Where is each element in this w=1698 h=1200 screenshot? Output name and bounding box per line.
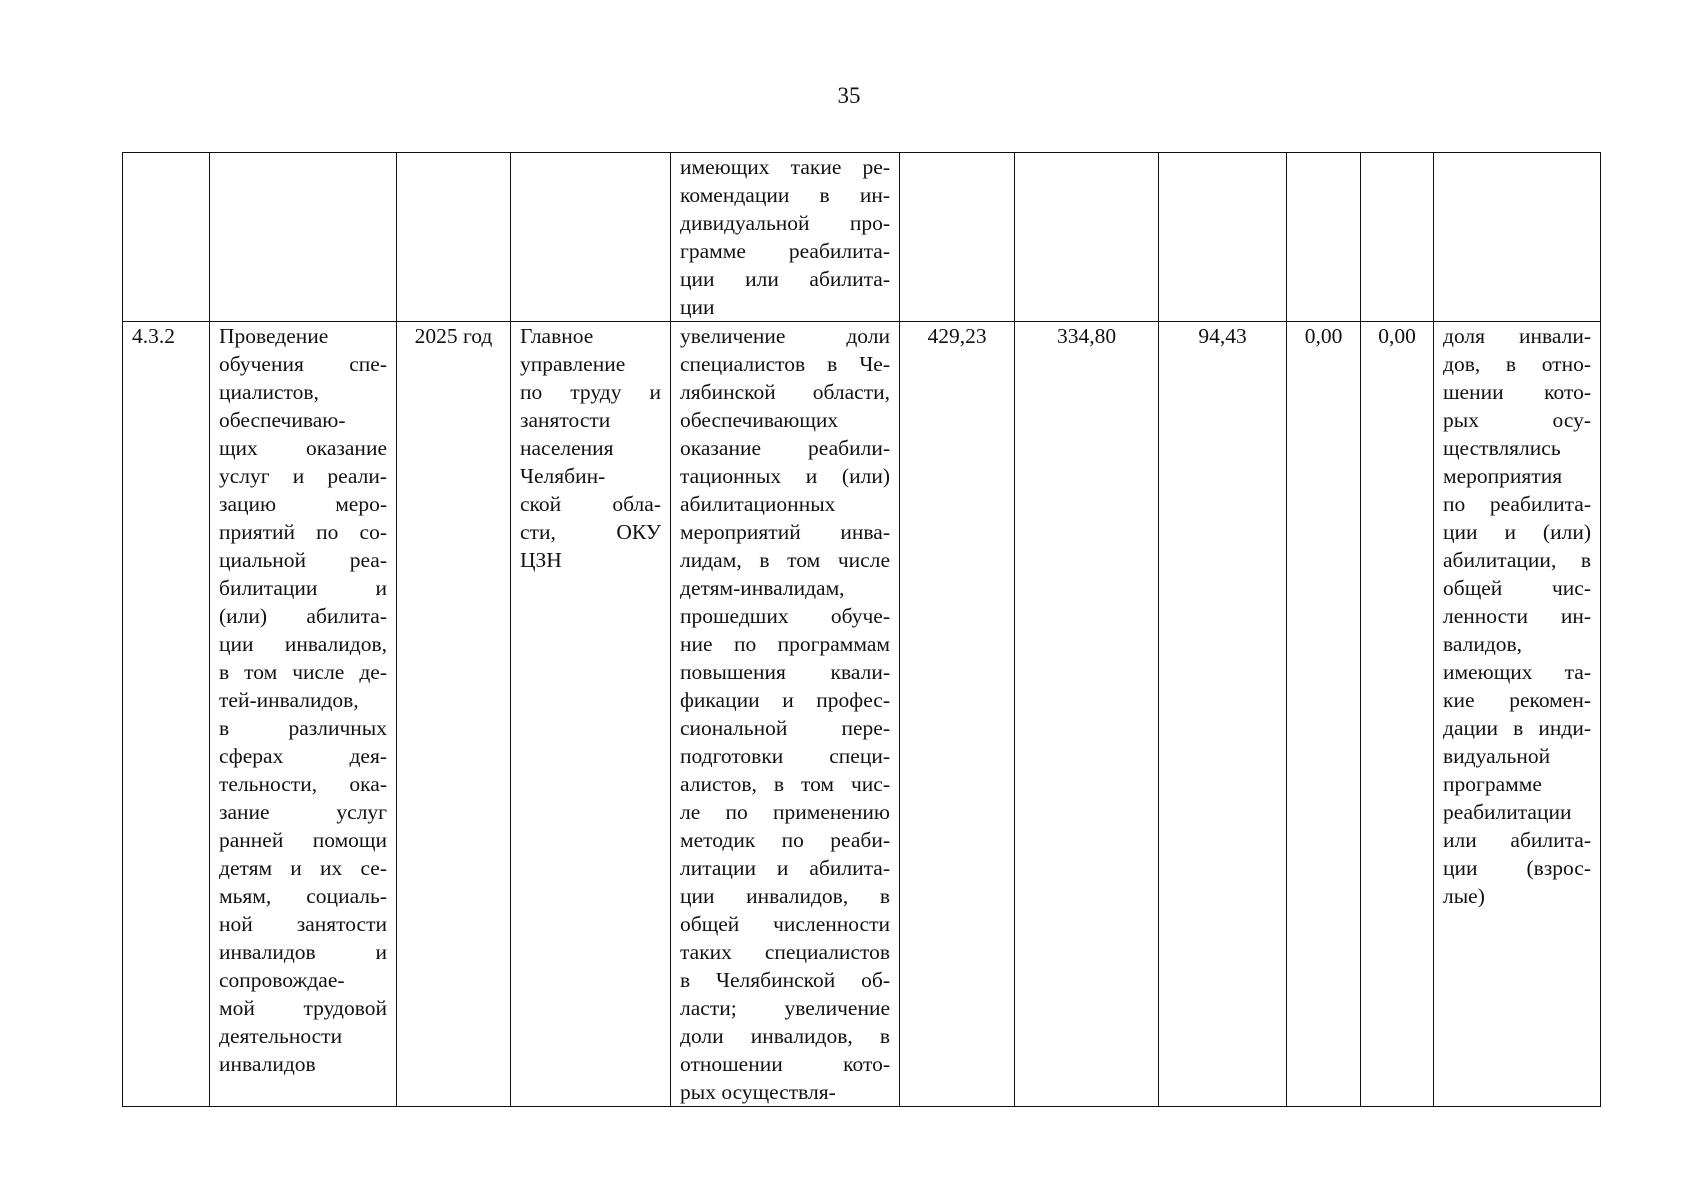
- executor-text: [520, 322, 661, 574]
- text-line: доли инвалидов, в: [680, 1024, 890, 1048]
- cell-number: [123, 153, 210, 322]
- row-number: 4.3.2: [123, 322, 210, 1107]
- text-line: общей чис-: [1443, 576, 1591, 600]
- text-line: литации и абилита-: [680, 856, 890, 880]
- text-line: абилитации, в: [1443, 548, 1591, 572]
- text-line: обеспечиваю-: [219, 408, 346, 432]
- text-line: циальной реа-: [219, 548, 387, 572]
- page-number: 35: [837, 83, 861, 108]
- cell-result: [671, 153, 900, 322]
- text-line: кие рекомен-: [1443, 688, 1591, 712]
- text-line: или абилита-: [1443, 828, 1591, 852]
- text-line: сферах дея-: [219, 744, 387, 768]
- text-line: ЦЗН: [520, 548, 562, 572]
- text-line: ние по программам: [680, 632, 890, 656]
- text-line: услуг и реали-: [219, 464, 387, 488]
- text-line: сопровождае-: [219, 968, 345, 992]
- text-line: в Челябинской об-: [680, 968, 890, 992]
- text-line: сти, ОКУ: [520, 520, 661, 544]
- text-line: деятельности: [219, 1024, 343, 1048]
- text-line: ции инвалидов, в: [680, 884, 890, 908]
- text-line: видуальной: [1443, 744, 1551, 768]
- text-line: детям-инвалидам,: [680, 576, 845, 600]
- text-line: сиональной пере-: [680, 716, 890, 740]
- text-line: тельности, ока-: [219, 772, 387, 796]
- text-line: программе: [1443, 772, 1542, 796]
- text-line: ции и (или): [1443, 520, 1591, 544]
- text-line: повышения квали-: [680, 660, 890, 684]
- text-line: рых осуществля-: [680, 1080, 836, 1104]
- text-line: отношении кото-: [680, 1052, 890, 1076]
- text-line: Челябин-: [520, 464, 606, 488]
- text-line: по труду и: [520, 380, 661, 404]
- text-line: циалистов,: [219, 380, 319, 404]
- text-line: ции: [680, 295, 715, 319]
- cell-period: [397, 153, 511, 322]
- cell-local: [1287, 153, 1361, 322]
- text-line: грамме реабилита-: [680, 239, 890, 263]
- cell-federal: [1015, 153, 1159, 322]
- text-line: доля инвали-: [1443, 324, 1591, 348]
- text-line: инвалидов и: [219, 940, 387, 964]
- cell-regional: [1159, 153, 1287, 322]
- text-line: алистов, в том чис-: [680, 772, 890, 796]
- text-line: таких специалистов: [680, 940, 890, 964]
- text-line: шении кото-: [1443, 380, 1591, 404]
- text-line: мьям, социаль-: [219, 884, 387, 908]
- table-row: [123, 322, 1601, 1107]
- text-line: билитации и: [219, 576, 387, 600]
- text-line: дов, в отно-: [1443, 352, 1591, 376]
- text-line: Проведение: [219, 324, 329, 348]
- text-line: мероприятий инва-: [680, 520, 890, 544]
- text-line: в различных: [219, 716, 387, 740]
- text-line: обучения спе-: [219, 352, 387, 376]
- funding-regional: 94,43: [1159, 322, 1287, 1107]
- text-line: ции или абилита-: [680, 267, 890, 291]
- expected-result-text: [680, 322, 890, 1106]
- result-text: [680, 153, 890, 321]
- funding-federal: 334,80: [1015, 322, 1159, 1107]
- cell-total: [900, 153, 1015, 322]
- text-line: ной занятости: [219, 912, 387, 936]
- text-line: приятий по со-: [219, 520, 387, 544]
- text-line: тей-инвалидов,: [219, 688, 359, 712]
- text-line: ранней помощи: [219, 828, 387, 852]
- text-line: оказание реабили-: [680, 436, 890, 460]
- program-activities-table: [122, 152, 1601, 1107]
- activity-name-text: [219, 322, 387, 1078]
- text-line: мероприятия: [1443, 464, 1563, 488]
- text-line: ской обла-: [520, 492, 661, 516]
- text-line: дивидуальной про-: [680, 211, 890, 235]
- text-line: зацию меро-: [219, 492, 387, 516]
- text-line: ции (взрос-: [1443, 856, 1591, 880]
- indicator: [1434, 322, 1601, 1107]
- text-line: тационных и (или): [680, 464, 890, 488]
- text-line: ции инвалидов,: [219, 632, 387, 656]
- cell-indicator: [1434, 153, 1601, 322]
- text-line: по реабилита-: [1443, 492, 1591, 516]
- cell-name: [210, 153, 397, 322]
- expected-result: [671, 322, 900, 1107]
- text-line: управление: [520, 352, 626, 376]
- cell-executor: [511, 153, 671, 322]
- period: 2025 год: [397, 322, 511, 1107]
- executor: [511, 322, 671, 1107]
- text-line: дации в инди-: [1443, 716, 1591, 740]
- text-line: имеющих та-: [1443, 660, 1591, 684]
- text-line: комендации в ин-: [680, 183, 890, 207]
- funding-local: 0,00: [1287, 322, 1361, 1107]
- indicator-text: [1443, 322, 1591, 910]
- text-line: лябинской области,: [680, 380, 890, 404]
- text-line: методик по реаби-: [680, 828, 890, 852]
- continuation-row: [123, 153, 1601, 322]
- activity-name: [210, 322, 397, 1107]
- text-line: лидам, в том числе: [680, 548, 890, 572]
- text-line: обеспечивающих: [680, 408, 839, 432]
- text-line: населения: [520, 436, 614, 460]
- text-line: щих оказание: [219, 436, 387, 460]
- text-line: (или) абилита-: [219, 604, 387, 628]
- text-line: лые): [1443, 884, 1485, 908]
- text-line: прошедших обуче-: [680, 604, 890, 628]
- text-line: реабилитации: [1443, 800, 1572, 824]
- cell-other: [1361, 153, 1434, 322]
- text-line: рых осу-: [1443, 408, 1591, 432]
- text-line: увеличение доли: [680, 324, 890, 348]
- text-line: детям и их се-: [219, 856, 387, 880]
- text-line: зание услуг: [219, 800, 387, 824]
- text-line: ле по применению: [680, 800, 890, 824]
- funding-other: 0,00: [1361, 322, 1434, 1107]
- text-line: ществлялись: [1443, 436, 1561, 460]
- text-line: мой трудовой: [219, 996, 387, 1020]
- text-line: общей численности: [680, 912, 890, 936]
- text-line: инвалидов: [219, 1052, 316, 1076]
- text-line: ленности ин-: [1443, 604, 1591, 628]
- text-line: фикации и профес-: [680, 688, 890, 712]
- text-line: абилитационных: [680, 492, 836, 516]
- text-line: в том числе де-: [219, 660, 387, 684]
- text-line: имеющих такие ре-: [680, 155, 890, 179]
- text-line: специалистов в Че-: [680, 352, 890, 376]
- text-line: ласти; увеличение: [680, 996, 890, 1020]
- funding-total: 429,23: [900, 322, 1015, 1107]
- text-line: Главное: [520, 324, 594, 348]
- text-line: подготовки специ-: [680, 744, 890, 768]
- text-line: занятости: [520, 408, 611, 432]
- text-line: валидов,: [1443, 632, 1523, 656]
